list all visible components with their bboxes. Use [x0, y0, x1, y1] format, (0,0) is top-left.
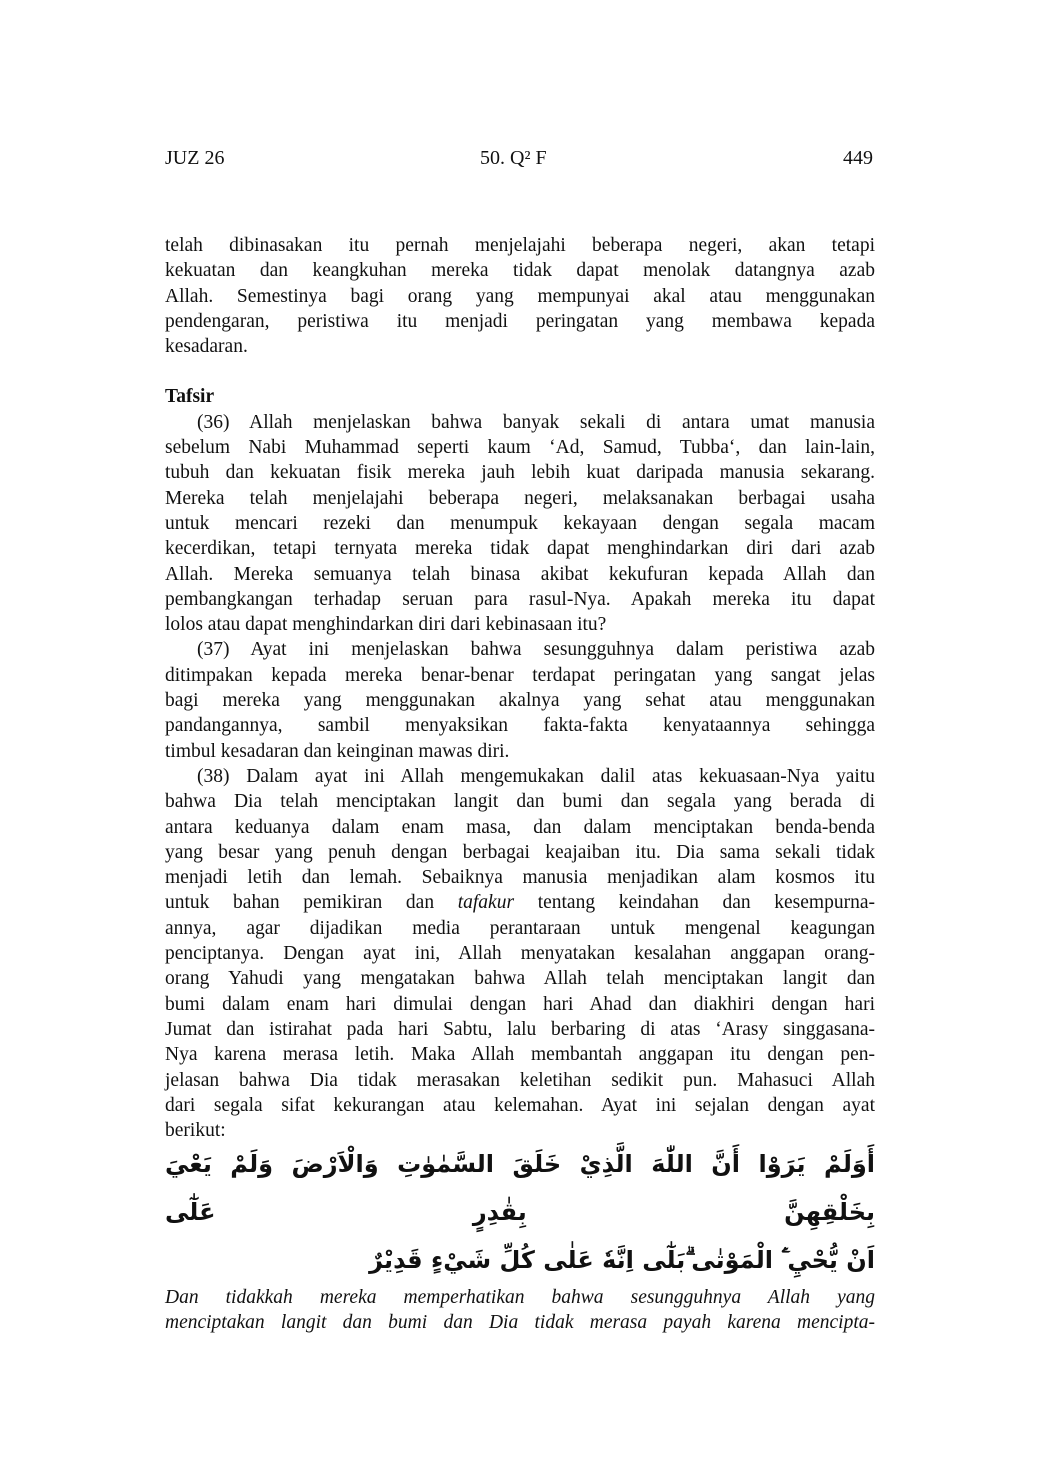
translation-line: Dan tidakkah mereka memperhatikan bahwa sesungguhnya Allah yang [165, 1287, 875, 1308]
tafsir-paragraph [165, 764, 875, 1143]
running-header-juz: JUZ 26 [165, 147, 225, 169]
text-line: (37) Ayat ini menjelaskan bahwa sesungguhnya dalam peristiwa azab [197, 639, 875, 661]
text-line: pandangannya, sambil menyaksikan fakta-fakta kenyataannya sehingga [165, 715, 875, 737]
arabic-line: اَنْ يُّحْيِ َۧ الْمَوْتٰى ۗبَلٰٓى اِنَّهٗ عَلٰى كُلِّ شَيْءٍ قَدِيْرٌ [369, 1246, 875, 1274]
text-line: menjadi letih dan lemah. Sebaiknya manusia menjadikan alam kosmos itu [165, 867, 875, 889]
paragraph-gap [165, 359, 875, 384]
text-line: yang besar yang penuh dengan berbagai keajaiban itu. Dia sama sekali tidak [165, 841, 875, 863]
text-line: berikut: [165, 1120, 226, 1142]
text-line: pembangkangan terhadap seruan para rasul-Nya. Apakah mereka itu dapat [165, 588, 875, 610]
text-line: dari segala sifat kekurangan atau kelemahan. Ayat ini sejalan dengan ayat [165, 1094, 875, 1116]
arabic-line: أَوَلَمْ يَرَوْا أَنَّ اللّٰهَ الَّذِيْ خَلَقَ السَّمٰوٰتِ وَالْاَرْضَ وَلَمْ يَعْيَ بِخَلْقِهِنَّ بِقٰدِرٍ عَلٰٓى [165, 1150, 875, 1226]
text-line: Jumat dan istirahat pada hari Sabtu, lalu berbaring di atas ‘Arasy singgasana- [165, 1018, 875, 1040]
text-line: sebelum Nabi Muhammad seperti kaum ‘Ad, Samud, Tubba‘, dan lain-lain, [165, 437, 875, 459]
running-header-surah: 50. Q² F [480, 147, 547, 169]
text-line: ditimpakan kepada mereka benar-benar terdapat peringatan yang sangat jelas [165, 664, 875, 686]
translation-line: menciptakan langit dan bumi dan Dia tidak merasa payah karena mencipta- [165, 1312, 875, 1334]
text-line: pendengaran, peristiwa itu menjadi peringatan yang membawa kepada [165, 310, 875, 332]
text-line: kekuatan dan keangkuhan mereka tidak dapat menolak datangnya azab [165, 260, 875, 282]
text-line: antara keduanya dalam enam masa, dan dalam menciptakan benda-benda [165, 816, 875, 838]
text-line: lolos atau dapat menghindarkan diri dari kebinasaan itu? [165, 614, 607, 636]
tafsir-paragraph [165, 410, 875, 638]
text-line: (38) Dalam ayat ini Allah mengemukakan dalil atas kekuasaan-Nya yaitu [197, 765, 875, 787]
tafsir-paragraphs [165, 410, 875, 1144]
text-line: bagi mereka yang menggunakan akalnya yang sehat atau menggunakan [165, 690, 875, 712]
text-line: kecerdikan, tetapi ternyata mereka tidak dapat menghindarkan diri dari azab [165, 538, 875, 560]
arabic-verse [165, 1140, 875, 1284]
text-line: Allah. Semestinya bagi orang yang mempunyai akal atau menggunakan [165, 285, 875, 307]
text-line: orang Yahudi yang mengatakan bahwa Allah telah menciptakan langit dan [165, 968, 875, 990]
text-line: Nya karena merasa letih. Maka Allah membantah anggapan itu dengan pen- [165, 1044, 875, 1066]
text-line: (36) Allah menjelaskan bahwa banyak sekali di antara umat manusia [197, 411, 875, 433]
text-line: kesadaran. [165, 336, 248, 358]
text-line: bahwa Dia telah menciptakan langit dan bumi dan segala yang berada di [165, 791, 875, 813]
tafsir-paragraph [165, 637, 875, 763]
text-line: bumi dalam enam hari dimulai dengan hari Ahad dan diakhiri dengan hari [165, 993, 875, 1015]
text-line: untuk mencari rezeki dan menumpuk kekayaan dengan segala macam [165, 512, 875, 534]
section-heading: Tafsir [165, 386, 215, 408]
text-line: Allah. Mereka semuanya telah binasa akibat kekufuran kepada Allah dan [165, 563, 875, 585]
page-body [165, 233, 875, 1143]
text-line: Mereka telah menjelajahi beberapa negeri, melaksanakan berbagai usaha [165, 487, 875, 509]
text-line: untuk bahan pemikiran dan tafakur tentang keindahan dan kesempurna- [165, 892, 875, 914]
text-line: telah dibinasakan itu pernah menjelajahi beberapa negeri, akan tetapi [165, 235, 875, 256]
verse-translation [165, 1285, 875, 1336]
text-line: annya, agar dijadikan media perantaraan untuk mengenal keagungan [165, 917, 875, 939]
intro-paragraph [165, 233, 875, 359]
italic-term: tafakur [457, 892, 515, 914]
text-line: timbul kesadaran dan keinginan mawas diri. [165, 740, 510, 762]
page-number: 449 [843, 147, 873, 169]
text-line: jelasan bahwa Dia tidak merasakan keletihan sedikit pun. Mahasuci Allah [165, 1069, 875, 1091]
text-line: penciptanya. Dengan ayat ini, Allah menyatakan kesalahan anggapan orang- [165, 943, 875, 965]
text-line: tubuh dan kekuatan fisik mereka jauh lebih kuat daripada manusia sekarang. [165, 462, 875, 484]
